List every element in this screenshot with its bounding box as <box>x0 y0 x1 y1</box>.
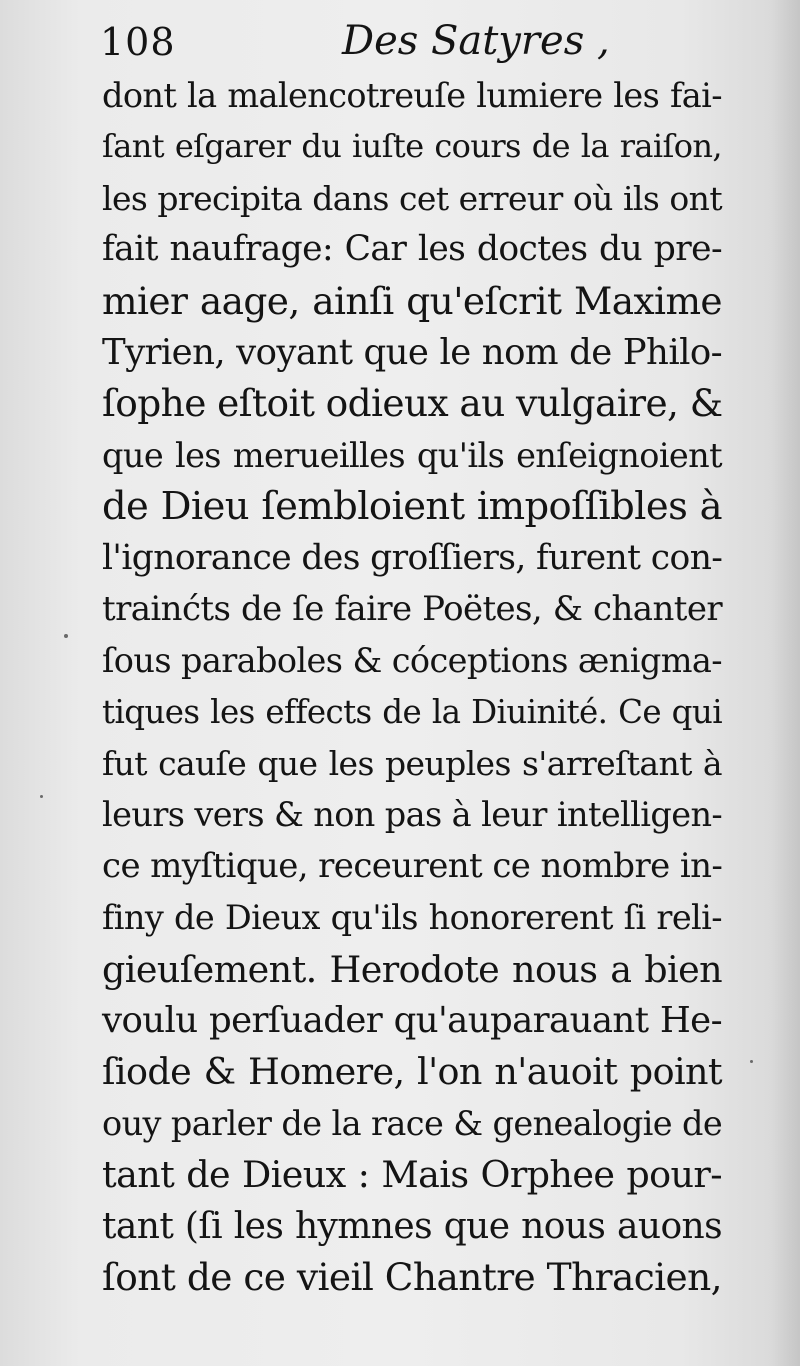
text-line: tiques les effects de la Diuinité. Ce qui <box>102 692 722 731</box>
text-line: tant de Dieux : Mais Orphee pour- <box>102 1153 722 1197</box>
body-text <box>102 70 722 1303</box>
ink-speck <box>750 1060 753 1063</box>
text-line: voulu perſuader qu'auparauant He- <box>102 1000 722 1042</box>
text-line: dont la malencotreuſe lumiere les fai- <box>102 76 722 115</box>
text-line: leurs vers & non pas à leur intelligen- <box>102 795 723 835</box>
text-line: ce myſtique, receurent ce nombre in- <box>102 845 723 886</box>
page-edge-shadow <box>770 0 800 1366</box>
text-line: Tyrien, voyant que le nom de Philo- <box>102 331 722 373</box>
ink-speck <box>64 634 68 638</box>
text-line: trainćts de ſe faire Poëtes, & chanter <box>102 588 722 629</box>
text-line: ſont de ce vieil Chantre Thracien, <box>102 1254 722 1299</box>
text-line: ſant eſgarer du iuſte cours de la raiſon, <box>102 127 722 166</box>
running-head: Des Satyres , <box>342 18 610 64</box>
text-line: fait naufrage: Car les doctes du pre- <box>102 229 722 270</box>
text-line: que les merueilles qu'ils enſeignoient <box>102 435 722 475</box>
text-line: finy de Dieux qu'ils honorerent ſi reli- <box>102 898 722 938</box>
text-line: ſiode & Homere, l'on n'auoit point <box>102 1050 722 1094</box>
text-line: ouy parler de la race & genealogie de <box>102 1103 723 1143</box>
ink-speck <box>40 795 43 798</box>
page-number: 108 <box>100 20 176 64</box>
text-line: fut cauſe que les peuples s'arreſtant à <box>102 744 722 784</box>
text-line: tant (ſi les hymnes que nous auons <box>102 1205 722 1247</box>
text-line: l'ignorance des groſſiers, furent con- <box>102 537 723 578</box>
text-line: ſous paraboles & cóceptions ænigma- <box>102 641 722 681</box>
text-line: mier aage, ainſi qu'eſcrit Maxime <box>102 278 722 323</box>
text-line: les precipita dans cet erreur où ils ont <box>102 178 722 218</box>
page-header <box>100 12 720 72</box>
text-line: ſophe eſtoit odieux au vulgaire, & <box>102 381 723 426</box>
text-line: gieuſement. Herodote nous a bien <box>102 947 722 991</box>
text-line: de Dieu ſembloient impoſſibles à <box>102 484 722 530</box>
